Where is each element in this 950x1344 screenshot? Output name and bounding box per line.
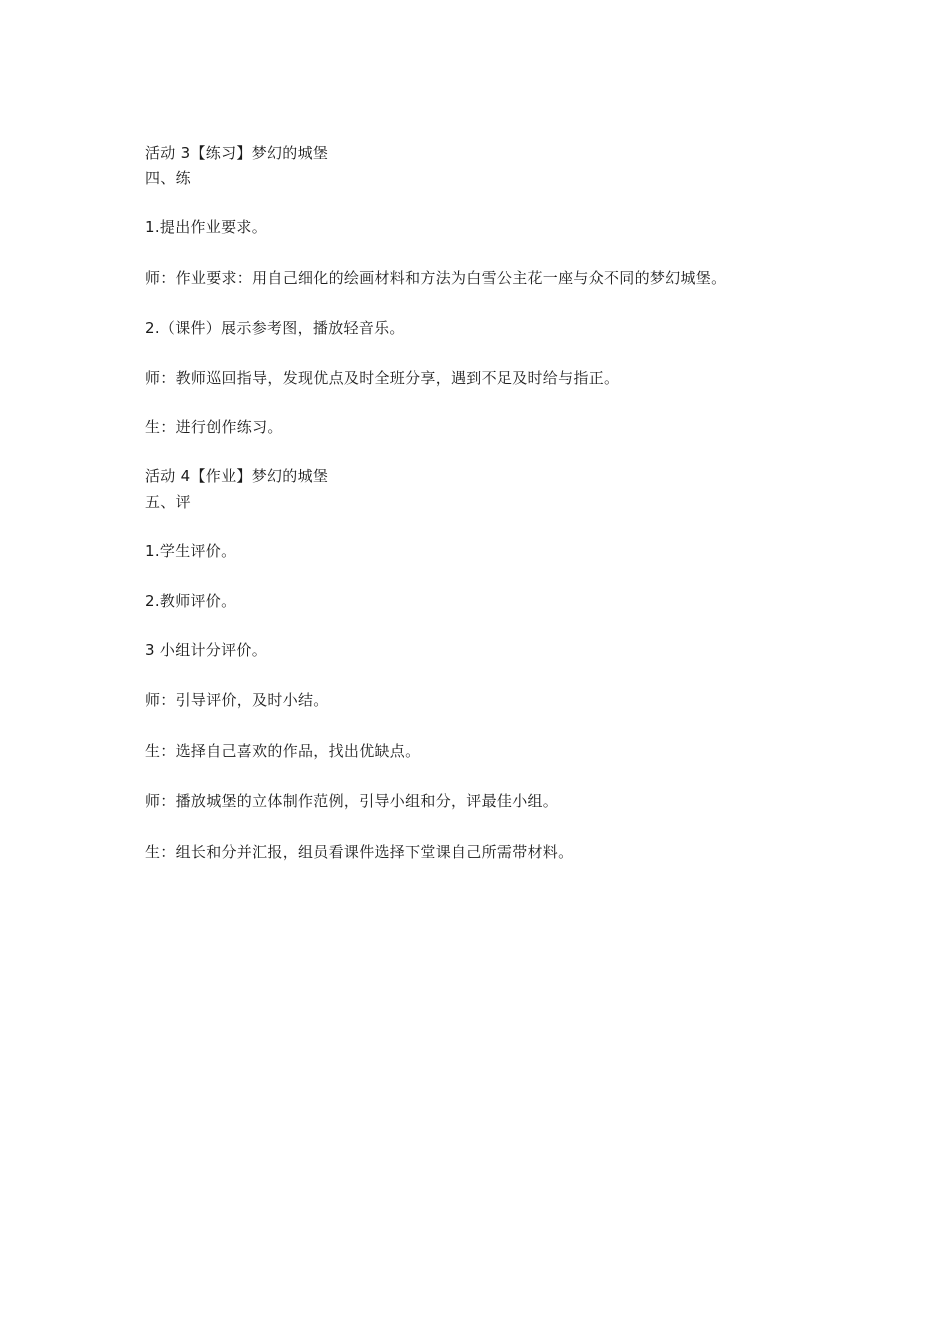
paragraph: 3 小组计分评价。	[145, 641, 268, 659]
paragraph: 师：教师巡回指导，发现优点及时全班分享，遇到不足及时给与指正。	[145, 369, 620, 387]
paragraph: 1.学生评价。	[145, 542, 237, 560]
paragraph: 生：选择自己喜欢的作品，找出优缺点。	[145, 742, 421, 760]
activity-3-heading: 活动 3【练习】梦幻的城堡	[145, 144, 329, 162]
paragraph: 1.提出作业要求。	[145, 218, 268, 236]
paragraph: 生：进行创作练习。	[145, 418, 283, 436]
paragraph: 2.教师评价。	[145, 592, 237, 610]
paragraph: 生：组长和分并汇报，组员看课件选择下堂课自己所需带材料。	[145, 843, 574, 861]
paragraph: 师：播放城堡的立体制作范例，引导小组和分，评最佳小组。	[145, 792, 559, 810]
paragraph: 2.（课件）展示参考图，播放轻音乐。	[145, 319, 405, 337]
section-four-heading: 四、练	[145, 169, 191, 187]
paragraph: 师：作业要求：用自己细化的绘画材料和方法为白雪公主花一座与众不同的梦幻城堡。	[145, 269, 727, 287]
activity-4-heading: 活动 4【作业】梦幻的城堡	[145, 467, 329, 485]
paragraph: 师：引导评价，及时小结。	[145, 691, 329, 709]
section-five-heading: 五、评	[145, 493, 191, 511]
